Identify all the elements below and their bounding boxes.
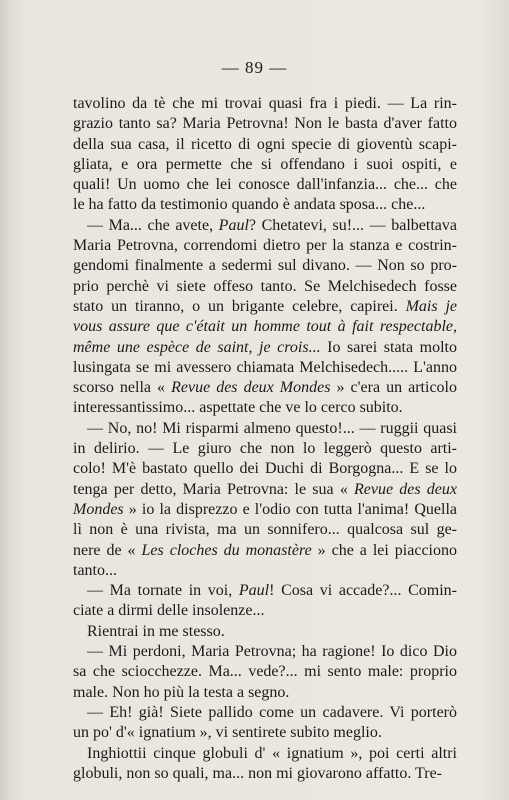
text-line: lì non è una rivista, ma un sonnifero... qualcosa sul ge-: [73, 521, 457, 539]
text-line: même une espèce de saint, je crois... Io sarei stata molto: [73, 338, 458, 356]
text-line: tenga per detto, Maria Petrovna: le sua « Revue des deux: [73, 480, 458, 498]
text-line: gliata, e ora permette che si offendano i suoi ospiti, e: [73, 155, 457, 173]
text-line: gendomi finalmente a sedermi sul divano. — Non so pro-: [73, 257, 457, 275]
text-line: in delirio. — Le giuro che non lo leggerò questo arti-: [73, 440, 457, 458]
text-line: colo! M'è bastato quello dei Duchi di Borgogna... E se lo: [73, 460, 457, 478]
text-line: — Eh! già! Siete pallido come un cadavere. Vi porterò: [87, 703, 457, 721]
text-line: Inghiottii cinque globuli d' « ignatium », poi certi altri: [87, 744, 457, 762]
text-line: Rientrai in me stesso.: [87, 622, 225, 640]
text-line: prio perchè vi siete offeso tanto. Se Melchisedech fosse: [73, 277, 457, 295]
text-line: — Ma... che avete, Paul? Chetatevi, su!... — balbettava: [87, 216, 457, 234]
text-line: male. Non ho più la testa a segno.: [73, 683, 290, 701]
text-line: stato un tiranno, o un brigante celebre, capirei. Mais je: [73, 297, 458, 315]
text-line: quali! Un uomo che lei conosce dall'infanzia... che... che: [73, 176, 457, 194]
text-line: lusingata se mi avessero chiamata Melchisedech..... L'anno: [73, 358, 457, 376]
text-line: sa che sciocchezze. Ma... vede?... mi sento male: proprio: [73, 663, 457, 681]
page-number: — 89 —: [221, 58, 288, 77]
text-line: globuli, non so quali, ma... non mi giovarono affatto. Tre-: [73, 764, 443, 782]
text-line: grazio tanto sa? Maria Petrovna! Non le basta d'aver fatto: [73, 115, 457, 133]
text-line: scorso nella « Revue des deux Mondes » c'era un articolo: [73, 379, 457, 397]
text-line: — Mi perdoni, Maria Petrovna; ha ragione! Io dico Dio: [87, 643, 457, 661]
text-line: — No, no! Mi risparmi almeno questo!... — ruggii quasi: [87, 419, 457, 437]
text-line: Mondes » io la disprezzo e l'odio con tutta l'anima! Quella: [73, 500, 457, 518]
text-line: interessantissimo... aspettate che ve lo cerco subito.: [73, 399, 403, 417]
body-text: [73, 94, 457, 784]
text-line: Maria Petrovna, correndomi dietro per la stanza e costrin-: [73, 237, 457, 255]
text-line: della sua casa, il ricetto di ogni specie di gioventù scapi-: [73, 135, 457, 153]
text-line: un po' d'« ignatium », vi sentirete subito meglio.: [73, 724, 382, 742]
text-line: le ha fatto da testimonio quando è andata sposa... che...: [73, 196, 426, 214]
text-line: nere de « Les cloches du monastère » che a lei piacciono: [73, 541, 457, 559]
text-line: ciate a dirmi delle insolenze...: [73, 602, 265, 620]
text-line: tavolino da tè che mi trovai quasi fra i piedi. — La rin-: [73, 95, 457, 112]
text-line: — Ma tornate in voi, Paul! Cosa vi accade?... Comin-: [87, 582, 458, 600]
text-line: tanto...: [73, 561, 117, 579]
text-line: vous assure que c'était un homme tout à fait respectable,: [73, 318, 457, 336]
